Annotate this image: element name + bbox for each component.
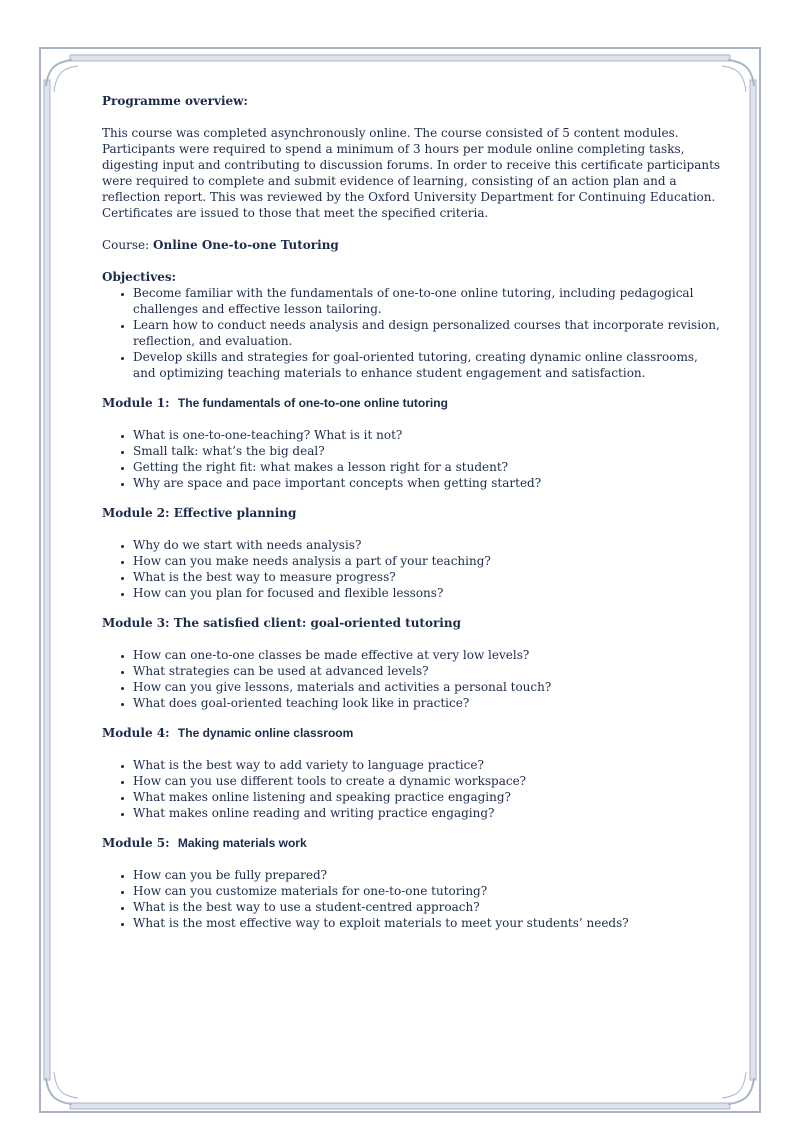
module-label: Module 3: [102, 616, 170, 630]
objectives-title: Objectives: [102, 270, 177, 284]
module-name: The satisfied client: goal-oriented tutoring [173, 616, 461, 630]
module-4-list [102, 757, 722, 821]
certificate-content [102, 93, 722, 931]
module-2-title [102, 505, 722, 521]
course-label: Course: [102, 238, 150, 252]
module-1-title [102, 395, 722, 411]
module-2-list [102, 537, 722, 601]
list-item: • Become familiar with the fundamentals of one-to-one online tutoring, including pedagogical challenges and effective lesson tailoring. [133, 285, 722, 317]
module-label: Module 5: [102, 836, 170, 850]
list-item: • How can one-to-one classes be made effective at very low levels? [133, 647, 722, 663]
module-5-title [102, 835, 722, 851]
overview-title: Programme overview: [102, 94, 248, 108]
list-item: • What makes online listening and speaking practice engaging? [133, 789, 722, 805]
list-item: • What is the best way to measure progress? [133, 569, 722, 585]
module-4-title [102, 725, 722, 741]
course-line [102, 237, 722, 253]
list-item: • What does goal-oriented teaching look like in practice? [133, 695, 722, 711]
module-1-list [102, 427, 722, 491]
module-label: Module 4: [102, 726, 170, 740]
module-name: The dynamic online classroom [177, 726, 354, 740]
list-item: • Develop skills and strategies for goal-oriented tutoring, creating dynamic online classrooms, and optimizing teaching materials to enhance student engagement and satisfaction. [133, 349, 722, 381]
list-item: • How can you customize materials for one-to-one tutoring? [133, 883, 722, 899]
list-item: • What is one-to-one-teaching? What is it not? [133, 427, 722, 443]
list-item: • How can you make needs analysis a part of your teaching? [133, 553, 722, 569]
module-name: Effective planning [173, 506, 297, 520]
list-item: • What is the best way to add variety to language practice? [133, 757, 722, 773]
list-item: • Why are space and pace important concepts when getting started? [133, 475, 722, 491]
module-3-list [102, 647, 722, 711]
list-item: • How can you plan for focused and flexible lessons? [133, 585, 722, 601]
list-item: • Small talk: what’s the big deal? [133, 443, 722, 459]
list-item: • What is the best way to use a student-centred approach? [133, 899, 722, 915]
overview-body: This course was completed asynchronously online. The course consisted of 5 content modules. Participants were required to spend a minimum of 3 hours per module online completing tasks, digesting input and contributing to discussion forums. In order to receive this certificate participants were required to complete and submit evidence of learning, consisting of an action plan and a reflection report. This was reviewed by the Oxford University Department for Continuing Education. Certificates are issued to those that meet the specified criteria. [102, 126, 721, 220]
module-label: Module 2: [102, 506, 170, 520]
list-item: • Getting the right fit: what makes a lesson right for a student? [133, 459, 722, 475]
list-item: • How can you be fully prepared? [133, 867, 722, 883]
module-3-title [102, 615, 722, 631]
module-5-list [102, 867, 722, 931]
module-label: Module 1: [102, 396, 170, 410]
list-item: • Learn how to conduct needs analysis and design personalized courses that incorporate revision, reflection, and evaluation. [133, 317, 722, 349]
list-item: • What strategies can be used at advanced levels? [133, 663, 722, 679]
module-name: Making materials work [177, 836, 307, 850]
objectives-list [102, 285, 722, 381]
list-item: • Why do we start with needs analysis? [133, 537, 722, 553]
list-item: • How can you give lessons, materials and activities a personal touch? [133, 679, 722, 695]
course-name: Online One-to-one Tutoring [153, 238, 339, 252]
list-item: • What is the most effective way to exploit materials to meet your students’ needs? [133, 915, 722, 931]
list-item: • What makes online reading and writing practice engaging? [133, 805, 722, 821]
list-item: • How can you use different tools to create a dynamic workspace? [133, 773, 722, 789]
module-name: The fundamentals of one-to-one online tutoring [177, 396, 448, 410]
